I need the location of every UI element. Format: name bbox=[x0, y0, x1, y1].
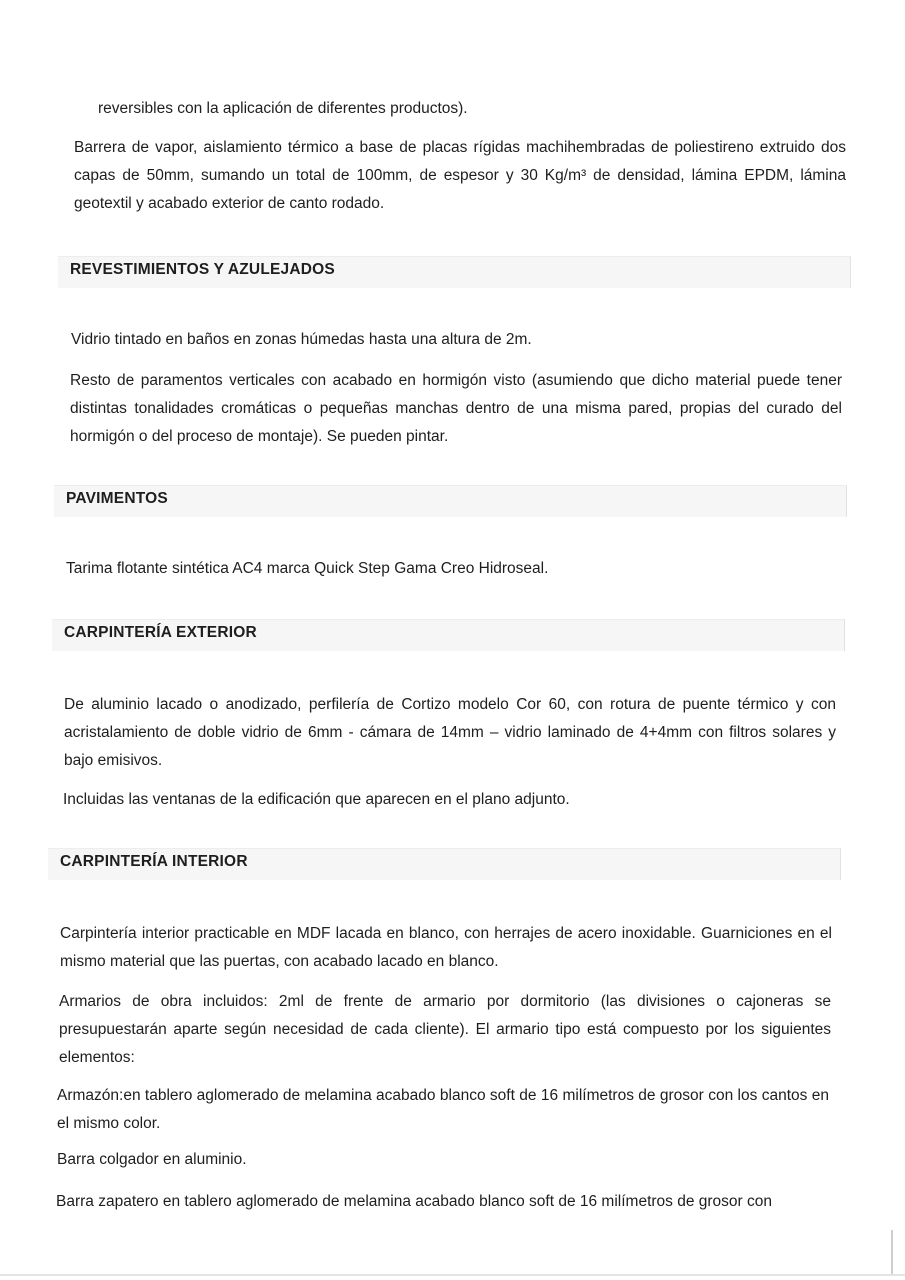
paragraph-wardrobes: Armarios de obra incluidos: 2ml de frente de armario por dormitorio (las divisiones o cajoneras se presupuestarán aparte según necesidad de cada cliente). El armario tipo está compuesto por los siguientes elementos: bbox=[59, 993, 831, 1066]
paragraph-tinted-glass: Vidrio tintado en baños en zonas húmedas hasta una altura de 2m. bbox=[71, 331, 532, 348]
paragraph-interior-doors: Carpintería interior practicable en MDF lacada en blanco, con herrajes de acero inoxidable. Guarniciones en el mismo material que las puertas, con acabado lacado en blanco. bbox=[60, 925, 832, 970]
section-header-carpinteria-exterior bbox=[52, 619, 845, 651]
section-header-carpinteria-interior bbox=[48, 848, 841, 880]
section-title: REVESTIMIENTOS Y AZULEJADOS bbox=[70, 261, 335, 278]
section-title: CARPINTERÍA EXTERIOR bbox=[64, 624, 257, 641]
paragraph-aluminium-windows: De aluminio lacado o anodizado, perfilería de Cortizo modelo Cor 60, con rotura de puente térmico y con acristalamiento de doble vidrio de 6mm - cámara de 14mm – vidrio laminado de 4+4mm con filtros solares y bajo emisivos. bbox=[64, 696, 836, 769]
section-title: PAVIMENTOS bbox=[66, 490, 168, 507]
paragraph-shoe-bar: Barra zapatero en tablero aglomerado de melamina acabado blanco soft de 16 milímetros de grosor con bbox=[56, 1193, 772, 1210]
paragraph-products: reversibles con la aplicación de diferentes productos). bbox=[98, 100, 468, 117]
paragraph-vapor-barrier: Barrera de vapor, aislamiento térmico a base de placas rígidas machihembradas de poliestireno extruido dos capas de 50mm, sumando un total de 100mm, de espesor y 30 Kg/m³ de densidad, lámina EPDM, lámina geotextil y acabado exterior de canto rodado. bbox=[74, 139, 846, 212]
section-header-revestimientos bbox=[58, 256, 851, 288]
section-header-pavimentos bbox=[54, 485, 847, 517]
section-title: CARPINTERÍA INTERIOR bbox=[60, 853, 248, 870]
paragraph-wall-finish: Resto de paramentos verticales con acabado en hormigón visto (asumiendo que dicho material puede tener distintas tonalidades cromáticas o pequeñas manchas dentro de una misma pared, propias del curado del hormigón o del proceso de montaje). Se pueden pintar. bbox=[70, 372, 842, 445]
scan-edge-bottom bbox=[0, 1274, 905, 1276]
paragraph-frame: Armazón:en tablero aglomerado de melamina acabado blanco soft de 16 milímetros de grosor con los cantos en el mismo color. bbox=[57, 1087, 829, 1132]
scan-edge-right bbox=[891, 1230, 893, 1275]
paragraph-included-windows: Incluidas las ventanas de la edificación que aparecen en el plano adjunto. bbox=[63, 791, 570, 808]
paragraph-hanger-bar: Barra colgador en aluminio. bbox=[57, 1151, 247, 1168]
paragraph-flooring: Tarima flotante sintética AC4 marca Quick Step Gama Creo Hidroseal. bbox=[66, 560, 549, 577]
